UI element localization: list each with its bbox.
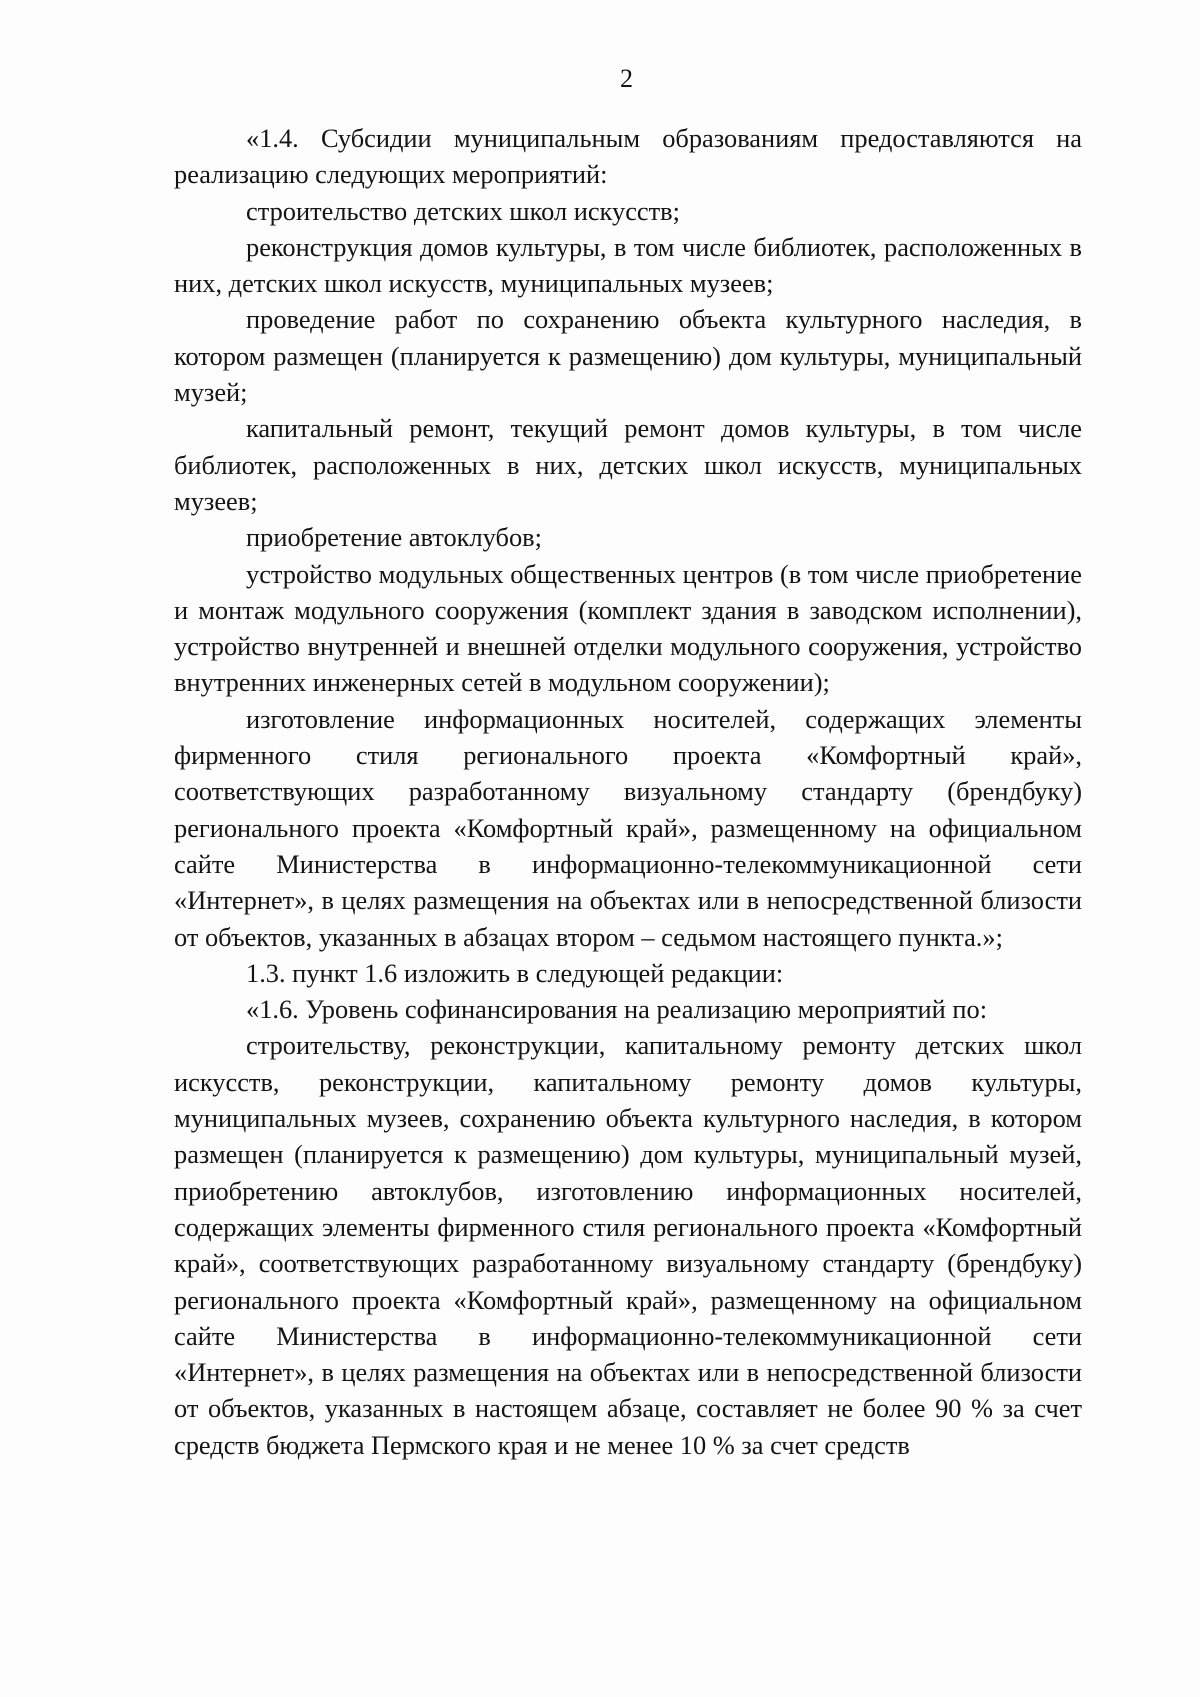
paragraph-repair: капитальный ремонт, текущий ремонт домов культуры, в том числе библиотек, расположенных в них, детских школ искусств, муниципальных музеев; xyxy=(174,413,1082,516)
paragraph-modular-centers: устройство модульных общественных центров (в том числе приобретение и монтаж модульного сооружения (комплект здания в заводском исполнении), устройство внутренней и внешней отделки модульного сооружения, устройство внутренних инженерных сетей в модульном сооружении); xyxy=(174,558,1082,698)
paragraph-heritage-works: проведение работ по сохранению объекта культурного наследия, в котором размещен (планируется к размещению) дом культуры, муниципальный музей; xyxy=(174,304,1082,408)
paragraph-reconstruction: реконструкция домов культуры, в том числе библиотек, расположенных в них, детских школ искусств, муниципальных музеев; xyxy=(174,231,1082,299)
page-number: 2 xyxy=(620,64,633,93)
document-body xyxy=(174,120,1082,1463)
paragraph-clause-1-6-intro: 1.3. пункт 1.6 изложить в следующей редакции: xyxy=(246,957,784,988)
paragraph-art-schools-construction: строительство детских школ искусств; xyxy=(246,195,680,226)
paragraph-cofinancing-level: «1.6. Уровень софинансирования на реализацию мероприятий по: xyxy=(246,994,988,1025)
paragraph-subsidies-intro: «1.4. Субсидии муниципальным образованиям предоставляются на реализацию следующих мероприятий: xyxy=(174,123,1082,190)
paragraph-autoclubs: приобретение автоклубов; xyxy=(246,522,542,553)
paragraph-cofinancing-details: строительству, реконструкции, капитальному ремонту детских школ искусств, реконструкции, капитальному ремонту домов культуры, муниципальных музеев, сохранению объекта культурного наследия, в котором размещен (планируется к размещению) дом культуры, муниципальный музей, приобретению автоклубов, изготовлению информационных носителей, содержащих элементы фирменного стиля регионального проекта «Комфортный край», соответствующих разработанному визуальному стандарту (брендбуку) регионального проекта «Комфортный край», размещенному на официальном сайте Министерства в информационно-телекоммуникационной сети «Интернет», в целях размещения на объектах или в непосредственной близости от объектов, указанных в настоящем абзаце, составляет не более 90 % за счет средств бюджета Пермского края и не менее 10 % за счет средств xyxy=(174,1030,1082,1460)
paragraph-information-carriers: изготовление информационных носителей, содержащих элементы фирменного стиля регионального проекта «Комфортный край», соответствующих разработанному визуальному стандарту (брендбуку) регионального проекта «Комфортный край», размещенному на официальном сайте Министерства в информационно-телекоммуникационной сети «Интернет», в целях размещения на объектах или в непосредственной близости от объектов, указанных в абзацах втором – седьмом настоящего пункта.»; xyxy=(174,703,1082,952)
